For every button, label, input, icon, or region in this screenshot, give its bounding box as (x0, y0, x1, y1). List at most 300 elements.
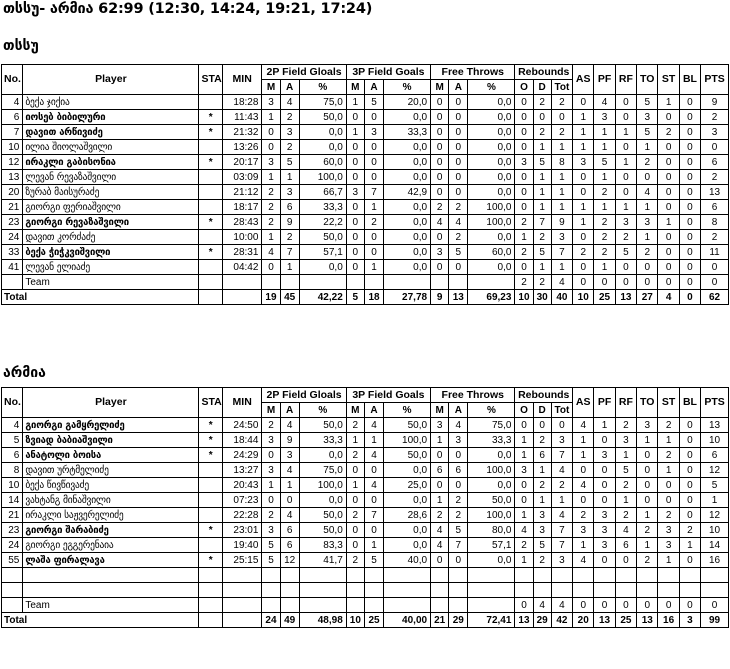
fg2-made: 3 (262, 463, 280, 478)
stat-pts: 14 (701, 538, 729, 553)
col-subheader-o: O (515, 403, 533, 418)
minutes: 21:12 (222, 185, 261, 200)
col-subheader-tot: Tot (551, 80, 572, 95)
fg2-made: 3 (262, 155, 280, 170)
ft-attempted: 0 (449, 95, 468, 110)
stat-to: 0 (637, 260, 658, 275)
col-header-player: Player (23, 65, 199, 95)
home-stats-table (1, 64, 729, 305)
player-name: ილია შიოლაშვილი (23, 140, 199, 155)
col-header-no: No. (2, 65, 23, 95)
stat-rf: 0 (615, 170, 636, 185)
empty-cell (2, 568, 23, 583)
fg2-attempted: 5 (280, 155, 299, 170)
empty-cell (199, 613, 222, 628)
rebounds-off: 0 (515, 125, 533, 140)
starter-mark (199, 260, 222, 275)
stat-bl: 0 (679, 433, 700, 448)
empty-cell (615, 583, 636, 598)
fg2-percent: 0,0 (299, 448, 346, 463)
team-stat-bl: 0 (679, 598, 700, 613)
col-header-pts: PTS (701, 65, 729, 95)
col-subheader-pct: % (468, 403, 515, 418)
fg3-made: 2 (346, 508, 364, 523)
total-to: 13 (637, 613, 658, 628)
fg3-percent: 40,0 (384, 553, 431, 568)
ft-attempted: 0 (449, 185, 468, 200)
stat-pf: 2 (594, 245, 615, 260)
total-fg2-made: 24 (262, 613, 280, 628)
ft-attempted: 2 (449, 508, 468, 523)
empty-cell (299, 568, 346, 583)
player-row (2, 215, 729, 230)
fg2-attempted: 2 (280, 110, 299, 125)
rebounds-tot: 7 (551, 245, 572, 260)
stat-to: 2 (637, 553, 658, 568)
fg3-percent: 0,0 (384, 463, 431, 478)
total-rebounds-off: 13 (515, 613, 533, 628)
fg3-percent: 0,0 (384, 215, 431, 230)
player-name: ზურაბ მაისურაძე (23, 185, 199, 200)
empty-cell (594, 568, 615, 583)
minutes: 03:09 (222, 170, 261, 185)
empty-cell (222, 613, 261, 628)
starter-mark (199, 95, 222, 110)
player-name: ბექა წივწივაძე (23, 478, 199, 493)
fg3-percent: 0,0 (384, 230, 431, 245)
team-name-home: თსსუ (3, 38, 39, 54)
fg2-attempted: 1 (280, 170, 299, 185)
stat-pts: 11 (701, 245, 729, 260)
empty-cell (280, 598, 299, 613)
ft-made: 0 (431, 185, 449, 200)
minutes: 18:28 (222, 95, 261, 110)
total-fg2-made: 19 (262, 290, 280, 305)
fg3-made: 2 (346, 418, 364, 433)
fg3-percent: 0,0 (384, 170, 431, 185)
stat-bl: 0 (679, 245, 700, 260)
player-number: 23 (2, 215, 23, 230)
stat-as: 1 (573, 110, 594, 125)
rebounds-off: 0 (515, 110, 533, 125)
ft-attempted: 0 (449, 110, 468, 125)
empty-cell (637, 568, 658, 583)
stat-pf: 3 (594, 448, 615, 463)
ft-percent: 57,1 (468, 538, 515, 553)
total-fg3-made: 5 (346, 290, 364, 305)
stat-pts: 0 (701, 260, 729, 275)
stat-st: 2 (658, 418, 679, 433)
player-row (2, 538, 729, 553)
stat-bl: 0 (679, 463, 700, 478)
starter-mark (199, 200, 222, 215)
fg2-attempted: 1 (280, 478, 299, 493)
ft-percent: 0,0 (468, 448, 515, 463)
stat-as: 1 (573, 140, 594, 155)
fg3-attempted: 4 (364, 448, 383, 463)
fg2-percent: 0,0 (299, 140, 346, 155)
empty-cell (364, 583, 383, 598)
stat-rf: 5 (615, 463, 636, 478)
empty-cell (199, 583, 222, 598)
empty-cell (431, 275, 449, 290)
empty-cell (199, 598, 222, 613)
empty-cell (679, 583, 700, 598)
empty-row (2, 583, 729, 598)
stat-bl: 0 (679, 493, 700, 508)
starter-mark: * (199, 245, 222, 260)
player-row (2, 245, 729, 260)
empty-cell (468, 568, 515, 583)
fg3-made: 0 (346, 523, 364, 538)
stat-st: 0 (658, 200, 679, 215)
fg2-attempted: 4 (280, 418, 299, 433)
fg2-percent: 100,0 (299, 170, 346, 185)
player-number: 33 (2, 245, 23, 260)
player-name: ლევან რევაზაშვილი (23, 170, 199, 185)
stat-pf: 1 (594, 260, 615, 275)
col-header-bl: BL (679, 388, 700, 418)
stat-rf: 0 (615, 260, 636, 275)
rebounds-def: 1 (533, 260, 551, 275)
empty-cell (449, 598, 468, 613)
team-stat-bl: 0 (679, 275, 700, 290)
col-header-player: Player (23, 388, 199, 418)
fg2-made: 0 (262, 140, 280, 155)
fg2-percent: 66,7 (299, 185, 346, 200)
fg2-made: 1 (262, 110, 280, 125)
minutes: 22:28 (222, 508, 261, 523)
empty-cell (533, 583, 551, 598)
team-stat-rf: 0 (615, 275, 636, 290)
stat-as: 0 (573, 95, 594, 110)
fg3-attempted: 1 (364, 538, 383, 553)
team-rebounds-def: 4 (533, 598, 551, 613)
header-row (2, 65, 729, 80)
rebounds-tot: 1 (551, 170, 572, 185)
stat-as: 2 (573, 508, 594, 523)
ft-attempted: 7 (449, 538, 468, 553)
player-number: 13 (2, 170, 23, 185)
col-header-rebounds: Rebounds (515, 388, 573, 403)
col-header-min: MIN (222, 388, 261, 418)
stat-pf: 3 (594, 523, 615, 538)
starter-mark (199, 185, 222, 200)
player-number: 14 (2, 493, 23, 508)
empty-cell (449, 275, 468, 290)
empty-cell (468, 598, 515, 613)
stat-pf: 4 (594, 95, 615, 110)
stat-bl: 0 (679, 125, 700, 140)
rebounds-def: 2 (533, 478, 551, 493)
fg3-percent: 0,0 (384, 260, 431, 275)
team-name-away: არმია (3, 365, 46, 381)
stat-st: 3 (658, 538, 679, 553)
fg3-attempted: 0 (364, 230, 383, 245)
ft-made: 0 (431, 155, 449, 170)
col-subheader-a: A (449, 80, 468, 95)
ft-made: 0 (431, 170, 449, 185)
stat-pf: 0 (594, 433, 615, 448)
player-name: ბექა ჭიჭკვიშვილი (23, 245, 199, 260)
team-row (2, 598, 729, 613)
fg3-attempted: 1 (364, 433, 383, 448)
fg2-percent: 100,0 (299, 478, 346, 493)
stat-bl: 0 (679, 140, 700, 155)
stat-pf: 3 (594, 110, 615, 125)
stat-to: 2 (637, 155, 658, 170)
fg3-percent: 50,0 (384, 418, 431, 433)
minutes: 19:40 (222, 538, 261, 553)
rebounds-off: 0 (515, 418, 533, 433)
total-as: 10 (573, 290, 594, 305)
total-fg3-percent: 27,78 (384, 290, 431, 305)
rebounds-tot: 1 (551, 493, 572, 508)
stat-rf: 1 (615, 125, 636, 140)
col-header-as: AS (573, 388, 594, 418)
player-number: 41 (2, 260, 23, 275)
col-subheader-a: A (364, 403, 383, 418)
empty-cell (2, 275, 23, 290)
ft-made: 0 (431, 125, 449, 140)
fg3-attempted: 5 (364, 553, 383, 568)
fg2-attempted: 4 (280, 95, 299, 110)
stat-as: 0 (573, 463, 594, 478)
starter-mark: * (199, 448, 222, 463)
stat-to: 0 (637, 463, 658, 478)
stat-as: 4 (573, 553, 594, 568)
rebounds-tot: 7 (551, 523, 572, 538)
total-bl: 0 (679, 290, 700, 305)
team-row (2, 275, 729, 290)
player-name: დავით არწივიძე (23, 125, 199, 140)
empty-cell (551, 583, 572, 598)
fg2-made: 2 (262, 508, 280, 523)
col-header-as: AS (573, 65, 594, 95)
stat-to: 0 (637, 478, 658, 493)
rebounds-off: 0 (515, 140, 533, 155)
player-name: გიორგი რევაზაშვილი (23, 215, 199, 230)
minutes: 10:00 (222, 230, 261, 245)
fg2-percent: 0,0 (299, 260, 346, 275)
empty-cell (280, 568, 299, 583)
minutes: 13:27 (222, 463, 261, 478)
player-row (2, 553, 729, 568)
fg2-attempted: 9 (280, 215, 299, 230)
ft-percent: 33,3 (468, 433, 515, 448)
stat-pf: 2 (594, 230, 615, 245)
empty-cell (679, 568, 700, 583)
total-to: 27 (637, 290, 658, 305)
fg3-percent: 25,0 (384, 478, 431, 493)
col-header-rf: RF (615, 65, 636, 95)
empty-cell (701, 568, 729, 583)
col-subheader-m: M (262, 403, 280, 418)
col-header-2p: 2P Field Gloals (262, 388, 346, 403)
player-name: ვახტანგ მინაშვილი (23, 493, 199, 508)
stat-rf: 3 (615, 215, 636, 230)
fg3-made: 0 (346, 215, 364, 230)
rebounds-def: 5 (533, 538, 551, 553)
empty-cell (222, 598, 261, 613)
fg2-percent: 50,0 (299, 523, 346, 538)
empty-cell (533, 568, 551, 583)
minutes: 18:44 (222, 433, 261, 448)
rebounds-tot: 1 (551, 140, 572, 155)
col-subheader-tot: Tot (551, 403, 572, 418)
stat-pf: 1 (594, 418, 615, 433)
stat-bl: 0 (679, 155, 700, 170)
fg2-made: 3 (262, 523, 280, 538)
player-row (2, 230, 729, 245)
col-header-min: MIN (222, 65, 261, 95)
ft-attempted: 5 (449, 245, 468, 260)
total-bl: 3 (679, 613, 700, 628)
rebounds-off: 3 (515, 463, 533, 478)
empty-cell (594, 583, 615, 598)
fg2-attempted: 3 (280, 125, 299, 140)
col-header-sta: STA (199, 65, 222, 95)
stat-pf: 5 (594, 155, 615, 170)
starter-mark (199, 230, 222, 245)
team-stat-pf: 0 (594, 598, 615, 613)
fg2-attempted: 4 (280, 508, 299, 523)
stat-pts: 2 (701, 230, 729, 245)
rebounds-def: 2 (533, 95, 551, 110)
ft-made: 1 (431, 433, 449, 448)
team-rebounds-tot: 4 (551, 275, 572, 290)
stat-bl: 0 (679, 95, 700, 110)
col-subheader-m: M (262, 80, 280, 95)
empty-cell (222, 275, 261, 290)
away-stats-table (1, 387, 729, 628)
fg3-made: 1 (346, 433, 364, 448)
ft-attempted: 2 (449, 200, 468, 215)
stat-bl: 0 (679, 215, 700, 230)
team-stat-st: 0 (658, 275, 679, 290)
col-subheader-m: M (431, 403, 449, 418)
ft-percent: 60,0 (468, 245, 515, 260)
stat-pts: 5 (701, 478, 729, 493)
player-number: 20 (2, 185, 23, 200)
rebounds-off: 2 (515, 538, 533, 553)
stat-pf: 2 (594, 185, 615, 200)
fg3-made: 2 (346, 448, 364, 463)
fg3-made: 1 (346, 95, 364, 110)
empty-cell (468, 275, 515, 290)
stat-st: 2 (658, 448, 679, 463)
stat-rf: 1 (615, 155, 636, 170)
player-name: გიორგი ეგგერენაია (23, 538, 199, 553)
stat-st: 3 (658, 523, 679, 538)
stat-st: 1 (658, 95, 679, 110)
col-header-pts: PTS (701, 388, 729, 418)
fg2-made: 3 (262, 95, 280, 110)
col-header-st: ST (658, 65, 679, 95)
stat-pts: 10 (701, 433, 729, 448)
rebounds-tot: 2 (551, 478, 572, 493)
rebounds-def: 0 (533, 418, 551, 433)
fg2-made: 2 (262, 200, 280, 215)
stat-to: 1 (637, 433, 658, 448)
col-header-pf: PF (594, 65, 615, 95)
stat-to: 5 (637, 125, 658, 140)
col-subheader-o: O (515, 80, 533, 95)
fg3-attempted: 2 (364, 215, 383, 230)
fg2-percent: 0,0 (299, 125, 346, 140)
stat-as: 0 (573, 170, 594, 185)
stat-bl: 0 (679, 110, 700, 125)
stat-st: 1 (658, 553, 679, 568)
fg2-made: 5 (262, 553, 280, 568)
player-row (2, 170, 729, 185)
player-name: გიორგი გამყრელიძე (23, 418, 199, 433)
fg3-made: 0 (346, 140, 364, 155)
rebounds-def: 7 (533, 215, 551, 230)
total-fg2-attempted: 45 (280, 290, 299, 305)
stat-st: 0 (658, 478, 679, 493)
player-number: 10 (2, 478, 23, 493)
total-rebounds-def: 30 (533, 290, 551, 305)
stat-pts: 6 (701, 200, 729, 215)
fg3-percent: 28,6 (384, 508, 431, 523)
total-st: 4 (658, 290, 679, 305)
starter-mark (199, 538, 222, 553)
fg2-made: 2 (262, 215, 280, 230)
rebounds-off: 1 (515, 433, 533, 448)
empty-row (2, 568, 729, 583)
fg3-attempted: 3 (364, 125, 383, 140)
rebounds-off: 3 (515, 155, 533, 170)
empty-cell (658, 583, 679, 598)
stat-bl: 0 (679, 200, 700, 215)
stat-pf: 1 (594, 140, 615, 155)
fg2-percent: 33,3 (299, 433, 346, 448)
ft-percent: 100,0 (468, 200, 515, 215)
rebounds-off: 0 (515, 200, 533, 215)
stat-bl: 0 (679, 170, 700, 185)
rebounds-tot: 1 (551, 260, 572, 275)
stat-pf: 0 (594, 553, 615, 568)
stat-pts: 2 (701, 110, 729, 125)
ft-attempted: 5 (449, 523, 468, 538)
stat-pts: 2 (701, 170, 729, 185)
ft-percent: 0,0 (468, 155, 515, 170)
fg2-percent: 0,0 (299, 493, 346, 508)
stat-bl: 0 (679, 230, 700, 245)
fg3-made: 0 (346, 155, 364, 170)
player-name: ირაკლი გაბისონია (23, 155, 199, 170)
col-subheader-a: A (449, 403, 468, 418)
minutes: 11:43 (222, 110, 261, 125)
total-row (2, 613, 729, 628)
col-subheader-a: A (280, 80, 299, 95)
rebounds-off: 0 (515, 493, 533, 508)
empty-cell (222, 583, 261, 598)
stat-rf: 0 (615, 95, 636, 110)
stat-as: 1 (573, 538, 594, 553)
starter-mark (199, 508, 222, 523)
stat-rf: 1 (615, 493, 636, 508)
player-name: ლაშა ფირალავა (23, 553, 199, 568)
starter-mark (199, 140, 222, 155)
player-row (2, 140, 729, 155)
player-number: 23 (2, 523, 23, 538)
total-as: 20 (573, 613, 594, 628)
total-rebounds-off: 10 (515, 290, 533, 305)
fg3-attempted: 1 (364, 260, 383, 275)
rebounds-def: 2 (533, 230, 551, 245)
